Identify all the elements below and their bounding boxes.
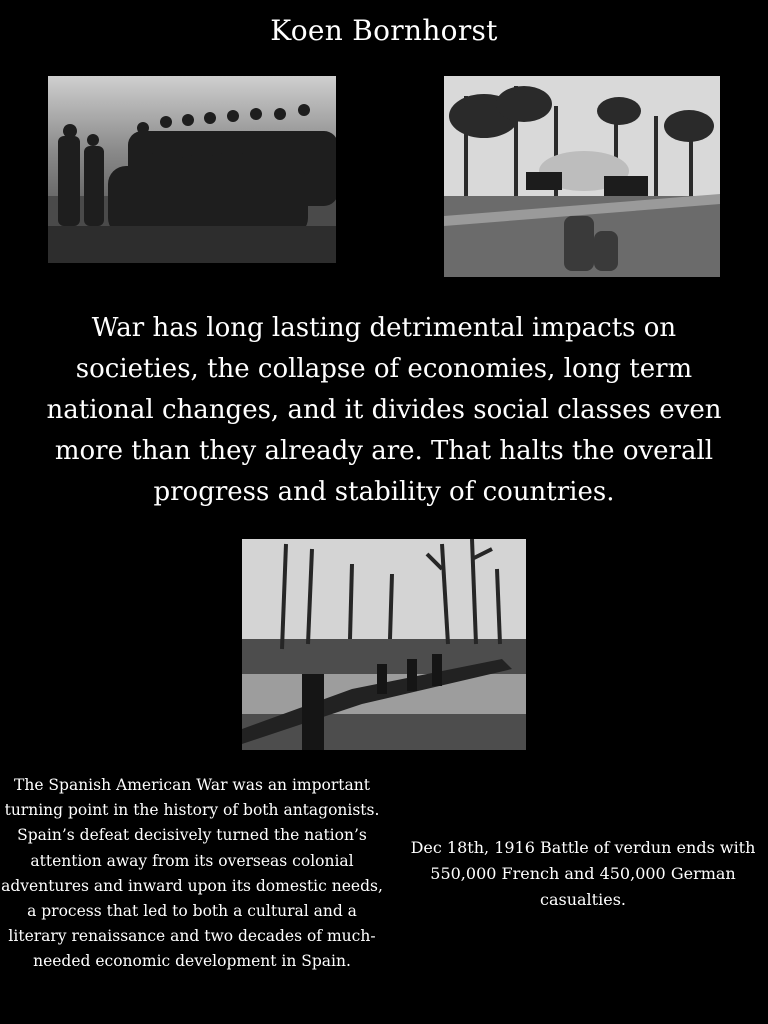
spanish-american-war-caption: The Spanish American War was an important turning point in the history of both antagonists. Spain’s defeat decisively turned the nation’s attention away from its overseas colonial adventures and inward upon its domestic needs, a process that led to both a cultural and a literary renaissance and two decades of much-needed economic development in Spain.: [1, 776, 383, 971]
verdun-battlefield-photo: [242, 539, 526, 750]
verdun-caption: Dec 18th, 1916 Battle of verdun ends with 550,000 French and 450,000 German casualties.: [410, 838, 756, 909]
tanks-jungle-battle-photo: [444, 76, 720, 277]
poster-title: Koen Bornhorst: [270, 14, 498, 47]
thesis-paragraph: War has long lasting detrimental impacts on societies, the collapse of economies, long term national changes, and it divides social classes even more than they already are. That halts the overall progress and stability of countries.: [46, 313, 722, 507]
soldiers-group-photo: [48, 76, 336, 263]
